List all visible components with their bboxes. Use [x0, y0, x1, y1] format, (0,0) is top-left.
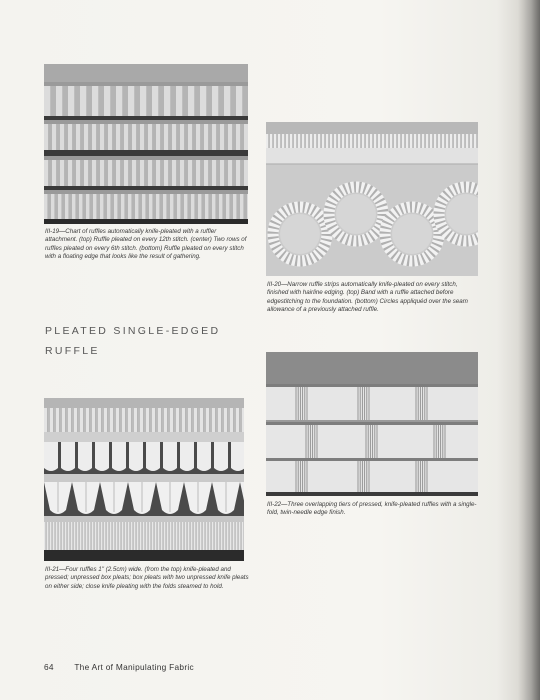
- section-heading: PLEATED SINGLE-EDGED RUFFLE: [45, 325, 221, 357]
- photo-narrow-ruffle-strips: [266, 122, 478, 276]
- photo-ruffle-chart: [44, 64, 248, 224]
- page-footer: [44, 662, 194, 672]
- book-spine-shadow: [518, 0, 540, 700]
- caption-fig-iii-22: III-22—Three overlapping tiers of pressed, knife-pleated ruffles with a single-fold, twin-needle edge finish.: [267, 501, 477, 517]
- caption-fig-iii-21: III-21—Four ruffles 1" (2.5cm) wide. (from the top) knife-pleated and pressed; unpressed box pleats; box pleats with two unpressed knife pleats on either side; close knife pleating with the folds steamed to hold.: [45, 566, 249, 590]
- photo-four-ruffles: [44, 398, 244, 561]
- caption-fig-iii-20: III-20—Narrow ruffle strips automatically knife-pleated on every stitch, finished with hairline edging. (top) Band with a ruffle attached before edgestitching to the foundation. (bottom) Circles appliquéd over the seam allowance of a previously attached ruffle.: [267, 281, 468, 313]
- photo-overlapping-tiers: [266, 352, 478, 496]
- caption-fig-iii-19: III-19—Chart of ruffles automatically knife-pleated with a ruffler attachment. (top) Ruffle pleated on every 12th stitch. (center) Two rows of ruffles pleated on every 6th stitch. (bottom) Ruffle pleated on every stitch with a floating edge that looks like the result of gathering.: [45, 228, 247, 260]
- book-title: The Art of Manipulating Fabric: [74, 662, 194, 672]
- page-number: 64: [44, 662, 54, 672]
